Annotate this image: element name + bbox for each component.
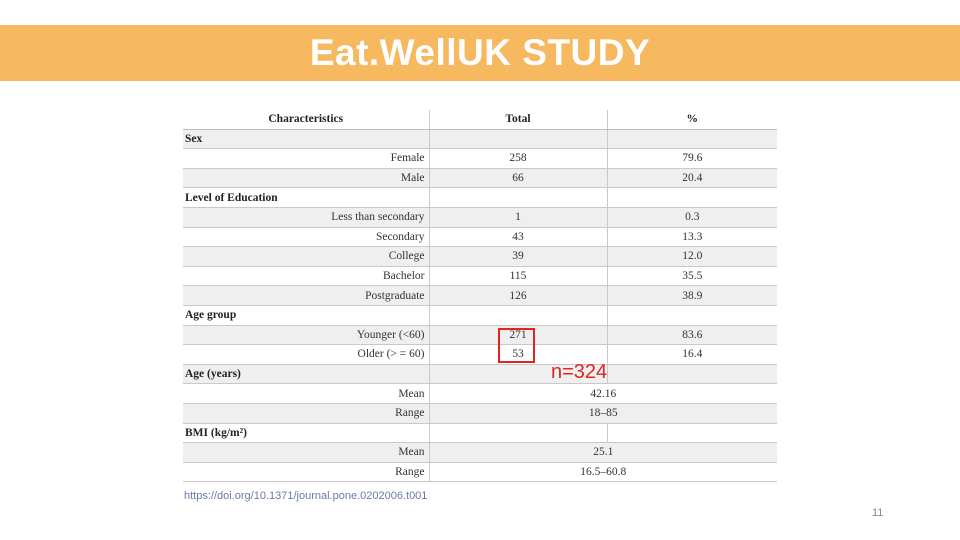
- section-header-row: [183, 129, 777, 149]
- total-cell: 39: [429, 247, 607, 267]
- empty-cell: [429, 423, 607, 443]
- row-label: Postgraduate: [183, 286, 429, 306]
- table-row: [183, 207, 777, 227]
- percent-cell: 0.3: [607, 207, 777, 227]
- slide-title: Eat.WellUK STUDY: [309, 32, 651, 73]
- total-cell: 66: [429, 168, 607, 188]
- source-doi-link[interactable]: https://doi.org/10.1371/journal.pone.0202006.t001: [184, 490, 428, 502]
- sample-size-annotation: n=324: [551, 361, 608, 383]
- row-label: Range: [183, 403, 429, 423]
- table-row: [183, 462, 777, 482]
- total-cell: 53: [429, 345, 607, 365]
- table-row: [183, 168, 777, 188]
- merged-value-cell: 25.1: [429, 443, 777, 463]
- table-row: [183, 384, 777, 404]
- total-cell: 271: [429, 325, 607, 345]
- section-label: Sex: [183, 129, 429, 149]
- section-label: Age group: [183, 305, 429, 325]
- table-row: [183, 266, 777, 286]
- table-row: [183, 443, 777, 463]
- percent-cell: 12.0: [607, 247, 777, 267]
- section-label: Level of Education: [183, 188, 429, 208]
- percent-cell: 38.9: [607, 286, 777, 306]
- row-label: Mean: [183, 443, 429, 463]
- total-cell: 1: [429, 207, 607, 227]
- table-row: [183, 149, 777, 169]
- percent-cell: 35.5: [607, 266, 777, 286]
- total-cell: 43: [429, 227, 607, 247]
- section-label: BMI (kg/m²): [183, 423, 429, 443]
- section-header-row: [183, 305, 777, 325]
- row-label: Mean: [183, 384, 429, 404]
- table-body: [183, 129, 777, 482]
- table-row: [183, 325, 777, 345]
- percent-cell: 13.3: [607, 227, 777, 247]
- merged-value-cell: 18–85: [429, 403, 777, 423]
- table-row: [183, 286, 777, 306]
- column-header-total: Total: [429, 110, 607, 129]
- row-label: Bachelor: [183, 266, 429, 286]
- row-label: Older (> = 60): [183, 345, 429, 365]
- percent-cell: 20.4: [607, 168, 777, 188]
- total-cell: 115: [429, 266, 607, 286]
- percent-cell: 83.6: [607, 325, 777, 345]
- column-header-percent: %: [607, 110, 777, 129]
- empty-cell: [429, 129, 607, 149]
- row-label: College: [183, 247, 429, 267]
- table-row: [183, 247, 777, 267]
- row-label: Secondary: [183, 227, 429, 247]
- empty-cell: [607, 188, 777, 208]
- table-row: [183, 227, 777, 247]
- merged-value-cell: 16.5–60.8: [429, 462, 777, 482]
- empty-cell: [429, 305, 607, 325]
- characteristics-table-container: [183, 110, 777, 506]
- row-label: Range: [183, 462, 429, 482]
- total-cell: 258: [429, 149, 607, 169]
- section-header-row: [183, 364, 777, 384]
- section-header-row: [183, 188, 777, 208]
- table-row: [183, 345, 777, 365]
- title-banner: [0, 25, 960, 81]
- row-label: Female: [183, 149, 429, 169]
- column-header-characteristics: Characteristics: [183, 110, 429, 129]
- page-number: 11: [872, 507, 884, 519]
- row-label: Male: [183, 168, 429, 188]
- section-header-row: [183, 423, 777, 443]
- percent-cell: 79.6: [607, 149, 777, 169]
- section-label: Age (years): [183, 364, 429, 384]
- total-cell: 126: [429, 286, 607, 306]
- empty-cell: [429, 188, 607, 208]
- row-label: Less than secondary: [183, 207, 429, 227]
- row-label: Younger (<60): [183, 325, 429, 345]
- empty-cell: [607, 305, 777, 325]
- characteristics-table: [183, 110, 777, 482]
- merged-value-cell: 42.16: [429, 384, 777, 404]
- table-header-row: [183, 110, 777, 129]
- empty-cell: [607, 423, 777, 443]
- total-highlight-box: [498, 328, 535, 363]
- table-row: [183, 403, 777, 423]
- empty-cell: [607, 364, 777, 384]
- percent-cell: 16.4: [607, 345, 777, 365]
- empty-cell: [607, 129, 777, 149]
